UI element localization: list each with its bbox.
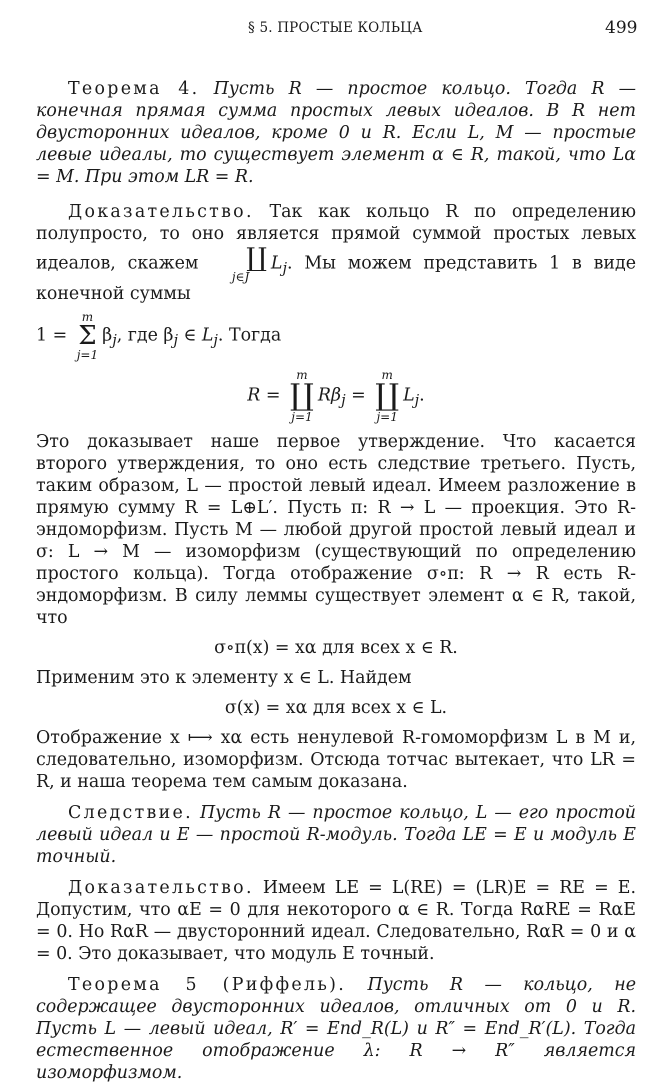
theorem-4-statement: Пусть R — простое кольцо. Тогда R — конечная прямая сумма простых левых идеалов. В R нет двусторонних идеалов, кроме 0 и R. Если L, M — простые левые идеалы, то существует элемент α ∈ R, такой, что Lα = M. При этом LR = R. xyxy=(36,79,636,187)
eq-term-2: L xyxy=(403,385,415,406)
coproduct-block-1 xyxy=(290,369,314,423)
coproduct-symbol xyxy=(214,245,267,283)
eq-term-1: Rβ xyxy=(317,385,342,406)
sigma-upper: m xyxy=(81,310,94,324)
theorem-4 xyxy=(36,78,636,188)
coproduct-1-op: ∐ xyxy=(290,378,314,413)
theorem-5-statement: Пусть R — кольцо, не содержащее двусторонних идеалов, отличных от 0 и R. Пусть L — левый идеал, R′ = End_R(L) и R″ = End_R′(L). Тогда естественное отображение λ: R → R″ является изоморфизмом. xyxy=(36,975,637,1083)
sum-term-index: j xyxy=(112,332,117,349)
sigma-lower: j=1 xyxy=(76,348,99,362)
proof-2-label: Доказательство. xyxy=(68,878,254,898)
display-formula-1: σ∘π(x) = xα для всех x ∈ R. xyxy=(214,638,458,658)
corollary-label: Следствие. xyxy=(68,803,193,823)
sum-condition-set-index: j xyxy=(213,332,218,349)
coproduct-2-upper: m xyxy=(381,368,393,382)
theorem-5-label: Теорема 5 (Риффель). xyxy=(68,975,347,995)
proof-1-body: Это доказывает наше первое утверждение. Что касается второго утверждения, то оно есть следствие третьего. Пусть, таким образом, L — простой левый идеал. Имеем разложение в прямую сумму R = L⊕L′. Пусть π: R → L — проекция. Это R-эндоморфизм. Пусть M — любой другой простой левый идеал и σ: L → M — изоморфизм (существующий по определению простого кольца). Тогда отображение σ∘π: R → R есть R-эндоморфизм. В силу леммы существует элемент α ∈ R, такой, что xyxy=(36,432,636,628)
section-title: § 5. ПРОСТЫЕ КОЛЬЦА xyxy=(248,20,423,36)
eq-term-1-index: j xyxy=(341,392,346,409)
proof-1-label: Доказательство. xyxy=(68,202,254,222)
coproduct-2-lower: j=1 xyxy=(376,410,398,424)
eq-mid: = xyxy=(351,385,366,406)
eq-lhs: R = xyxy=(247,385,281,406)
sigma-op: Σ xyxy=(78,321,97,351)
coproduct-term: L xyxy=(270,253,283,274)
page-body xyxy=(36,78,636,1084)
display-formula-R xyxy=(36,369,636,423)
proof-2-text: Имеем LE = L(RE) = (LR)E = RE = E. Допустим, что αE = 0 для некоторого α ∈ R. Тогда RαRE = RαE = 0. Но RαR — двусторонний идеал. Следовательно, RαR = 0 и α = 0. Это доказывает, что модуль E точный. xyxy=(36,878,636,964)
sum-of-one xyxy=(36,311,636,361)
theorem-4-label: Теорема 4. xyxy=(68,79,200,99)
sum-condition-set: ∈ L xyxy=(183,325,214,346)
proof-1-intro xyxy=(36,201,636,305)
proof-1-conclusion: Отображение x ⟼ xα есть ненулевой R-гомоморфизм L в M и, следовательно, изоморфизм. Отсюда тотчас вытекает, что LR = R, и наша теорема тем самым доказана. xyxy=(36,728,636,792)
proof-2 xyxy=(36,877,636,965)
running-header xyxy=(0,16,648,40)
proof-1-apply: Применим это к элементу x ∈ L. Найдем xyxy=(36,668,412,688)
coproduct-block-2 xyxy=(375,369,399,423)
page-number: 499 xyxy=(605,18,638,38)
sigma-symbol xyxy=(77,311,98,361)
corollary xyxy=(36,802,636,868)
coproduct-term-index: j xyxy=(282,260,287,277)
sum-tail: . Тогда xyxy=(217,325,282,346)
coproduct-2-op: ∐ xyxy=(375,378,400,413)
proof-1-text-a: Так как кольцо R по определению полупросто, то оно является прямой суммой простых левых идеалов, скажем xyxy=(36,202,636,274)
theorem-5 xyxy=(36,974,636,1084)
corollary-statement: Пусть R — простое кольцо, L — его простой левый идеал и E — простой R-модуль. Тогда LE = E и модуль E точный. xyxy=(36,803,636,867)
eq-dot: . xyxy=(419,385,425,406)
sum-condition: , где β xyxy=(116,325,174,346)
coproduct-index: j∈J xyxy=(231,270,250,284)
coproduct-op: ∐ xyxy=(246,243,267,273)
coproduct-1-lower: j=1 xyxy=(291,410,313,424)
sum-term: β xyxy=(102,325,113,346)
display-formula-2: σ(x) = xα для всех x ∈ L. xyxy=(224,698,448,718)
proof-1-text-b: . Мы можем представить 1 в виде конечной суммы xyxy=(36,253,636,304)
sum-lhs: 1 = xyxy=(36,325,68,346)
coproduct-1-upper: m xyxy=(296,368,308,382)
eq-term-2-index: j xyxy=(414,392,420,409)
sum-condition-index: j xyxy=(173,332,178,349)
